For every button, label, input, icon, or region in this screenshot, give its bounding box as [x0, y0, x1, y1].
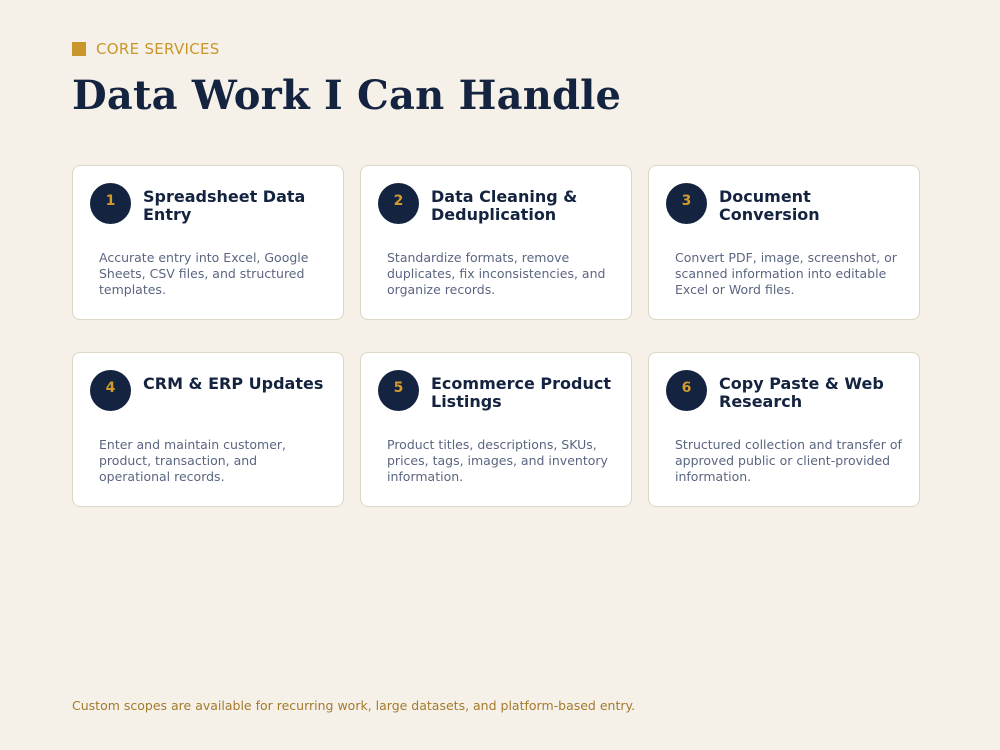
footer-note: Custom scopes are available for recurring work, large datasets, and platform-based entry.: [72, 698, 636, 713]
service-description: Structured collection and transfer of approved public or client-provided information.: [675, 437, 902, 484]
service-card: [648, 352, 920, 507]
service-title: Spreadsheet Data Entry: [143, 187, 306, 224]
services-grid: [72, 165, 921, 507]
service-number-badge: 4: [90, 370, 131, 411]
service-description: Convert PDF, image, screenshot, or scanned information into editable Excel or Word files.: [675, 250, 897, 297]
service-title: Copy Paste & Web Research: [719, 374, 884, 411]
service-card: [360, 165, 632, 320]
service-description: Enter and maintain customer, product, transaction, and operational records.: [99, 437, 287, 484]
page-title: Data Work I Can Handle: [72, 72, 622, 119]
service-number-badge: 6: [666, 370, 707, 411]
service-card: [648, 165, 920, 320]
service-card: [72, 352, 344, 507]
square-bullet-icon: [72, 42, 86, 56]
service-number-badge: 5: [378, 370, 419, 411]
service-description: Product titles, descriptions, SKUs, prices, tags, images, and inventory information.: [387, 437, 608, 484]
eyebrow-label: CORE SERVICES: [96, 40, 220, 58]
service-description: Standardize formats, remove duplicates, fix inconsistencies, and organize records.: [387, 250, 606, 297]
service-number-badge: 1: [90, 183, 131, 224]
service-number-badge: 2: [378, 183, 419, 224]
service-card: [360, 352, 632, 507]
service-title: CRM & ERP Updates: [143, 374, 324, 393]
service-title: Data Cleaning & Deduplication: [431, 187, 578, 224]
service-title: Document Conversion: [719, 187, 820, 224]
service-card: [72, 165, 344, 320]
service-description: Accurate entry into Excel, Google Sheets, CSV files, and structured templates.: [99, 250, 309, 297]
service-title: Ecommerce Product Listings: [431, 374, 611, 411]
section-eyebrow: [72, 40, 220, 58]
service-number-badge: 3: [666, 183, 707, 224]
